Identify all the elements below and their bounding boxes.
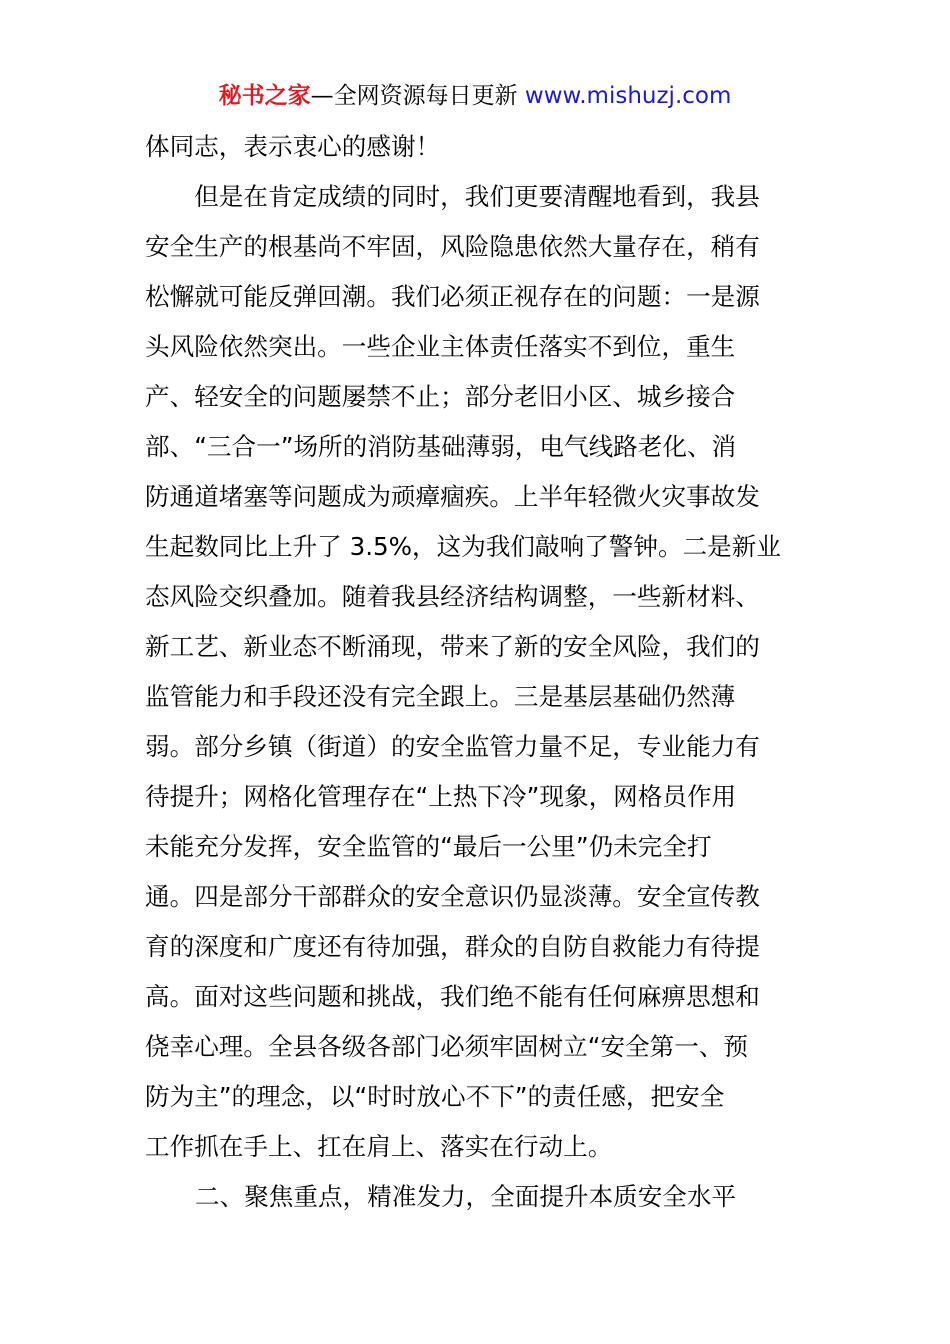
text-line: 但是在肯定成绩的同时，我们更要清醒地看到，我县: [145, 182, 760, 211]
text-line: 待提升；网格化管理存在“上热下冷”现象，网格员作用: [145, 782, 737, 811]
site-url-link[interactable]: www.mishuzj.com: [517, 83, 732, 109]
text-line: 工作抓在手上、扛在肩上、落实在行动上。: [145, 1132, 613, 1161]
text-line: 安全生产的根基尚不牢固，风险隐患依然大量存在，稍有: [145, 232, 760, 261]
text-line: 态风险交织叠加。随着我县经济结构调整，一些新材料、: [145, 582, 760, 611]
text-line: 生起数同比上升了 3.5%，这为我们敲响了警钟。二是新业: [145, 532, 781, 561]
text-line: 防为主”的理念，以“时时放心不下”的责任感，把安全: [145, 1082, 725, 1111]
document-body: [145, 122, 815, 1222]
text-line: 松懈就可能反弹回潮。我们必须正视存在的问题：一是源: [145, 282, 760, 311]
text-line: 部、“三合一”场所的消防基础薄弱，电气线路老化、消: [145, 432, 737, 461]
site-brand: 秘书之家: [218, 83, 311, 109]
text-line: 侥幸心理。全县各级各部门必须牢固树立“安全第一、预: [145, 1032, 748, 1061]
section-heading: 二、聚焦重点，精准发力，全面提升本质安全水平: [195, 1182, 737, 1211]
text-line: 弱。部分乡镇（街道）的安全监管力量不足，专业能力有: [145, 732, 760, 761]
text-line: 头风险依然突出。一些企业主体责任落实不到位，重生: [145, 332, 736, 361]
site-header: [0, 80, 950, 112]
text-line: 监管能力和手段还没有完全跟上。三是基层基础仍然薄: [145, 682, 736, 711]
text-line: 体同志，表示衷心的感谢！: [145, 132, 441, 161]
site-tagline: —全网资源每日更新: [310, 83, 518, 109]
text-line: 通。四是部分干部群众的安全意识仍显淡薄。安全宣传教: [145, 882, 760, 911]
text-line: 产、轻安全的问题屡禁不止；部分老旧小区、城乡接合: [145, 382, 736, 411]
text-line: 高。面对这些问题和挑战，我们绝不能有任何麻痹思想和: [145, 982, 760, 1011]
text-line: 防通道堵塞等问题成为顽瘴痼疾。上半年轻微火灾事故发: [145, 482, 760, 511]
text-line: 未能充分发挥，安全监管的“最后一公里”仍未完全打: [145, 832, 712, 861]
text-line: 新工艺、新业态不断涌现，带来了新的安全风险，我们的: [145, 632, 760, 661]
text-line: 育的深度和广度还有待加强，群众的自防自救能力有待提: [145, 932, 760, 961]
